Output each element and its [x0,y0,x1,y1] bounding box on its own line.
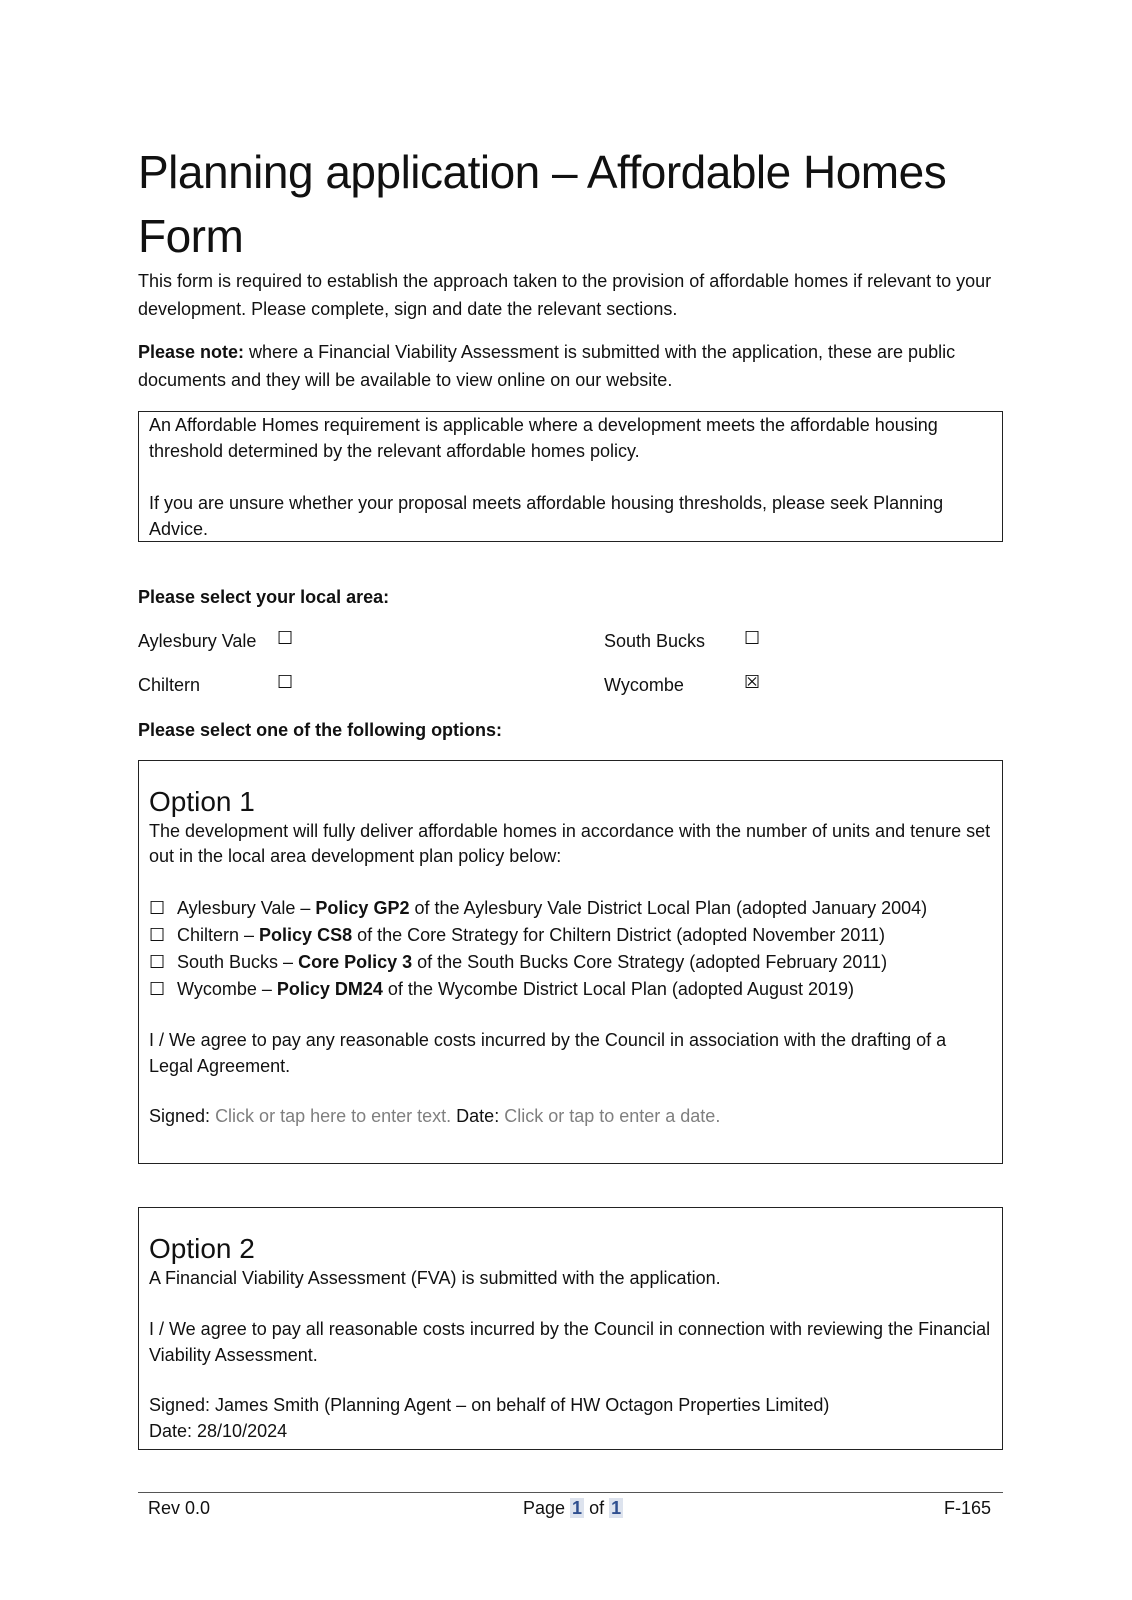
checkbox-south-bucks[interactable]: ☐ [744,628,761,649]
policy-option[interactable] [149,949,992,976]
checkbox-wycombe[interactable]: ☒ [744,672,761,693]
note-label: Please note: [138,342,245,362]
page-total: 1 [611,1498,622,1518]
area-south-bucks[interactable] [604,628,705,656]
info-box [138,411,1003,542]
info-p2: If you are unsure whether your proposal meets affordable housing thresholds, please seek Planning Advice. [149,493,944,539]
policy-area: Wycombe – [177,979,277,999]
policy-name: Policy CS8 [259,925,353,945]
page-label: Page [523,1498,571,1518]
info-p1: An Affordable Homes requirement is applicable where a development meets the affordable housing threshold determined by the relevant affordable homes policy. [149,415,938,461]
footer-code: F-165 [944,1498,992,1518]
note-body: where a Financial Viability Assessment is submitted with the application, these are public documents and they will be available to view online on our website. [138,342,956,390]
option1-desc: The development will fully deliver affordable homes in accordance with the number of units and tenure set out in the local area development plan policy below: [149,821,991,866]
policy-desc: of the Wycombe District Local Plan (adopted August 2019) [382,979,855,999]
checkbox-aylesbury[interactable]: ☐ [277,628,294,649]
footer-page [523,1495,623,1523]
option1-signature-line [149,1103,992,1131]
option1-title: Option 1 [149,786,255,817]
policy-option[interactable] [149,922,992,949]
option1-agree: I / We agree to pay any reasonable costs incurred by the Council in association with the drafting of a Legal Agreement. [149,1030,947,1076]
intro-text: This form is required to establish the approach taken to the provision of affordable homes if relevant to your development. Please complete, sign and date the relevant sections. [138,271,992,319]
page-number: 1 [572,1498,583,1518]
options-heading: Please select one of the following options: [138,720,503,740]
local-area-heading: Please select your local area: [138,587,390,607]
footer-rev: Rev 0.0 [148,1498,211,1518]
option2-box [138,1207,1003,1450]
signed-field[interactable]: Click or tap here to enter text. [215,1106,452,1126]
policy-option[interactable] [149,895,992,922]
policy-name: Policy DM24 [276,979,383,999]
option2-agree: I / We agree to pay all reasonable costs incurred by the Council in connection with reviewing the Financial Viability Assessment. [149,1319,991,1365]
policy-name: Policy GP2 [315,898,410,918]
area-label: Chiltern [138,675,201,695]
policy-name: Core Policy 3 [298,952,413,972]
policy-area: Aylesbury Vale – [177,898,316,918]
date-label: Date: [451,1106,505,1126]
policy-area: Chiltern – [177,925,260,945]
option1-box [138,760,1003,1164]
signed-label: Signed: [149,1106,216,1126]
page-of: of [584,1498,610,1518]
policy-area: South Bucks – [177,952,299,972]
area-label: Wycombe [604,675,684,695]
option2-date: Date: 28/10/2024 [149,1421,288,1441]
area-chiltern[interactable] [138,672,200,700]
checkbox[interactable]: ☐ [149,925,166,946]
option2-signed: Signed: James Smith (Planning Agent – on behalf of HW Octagon Properties Limited) [149,1395,830,1415]
checkbox[interactable]: ☐ [149,979,166,1000]
footer-divider [138,1492,1003,1493]
option2-desc: A Financial Viability Assessment (FVA) is submitted with the application. [149,1268,721,1288]
area-label: South Bucks [604,631,706,651]
option2-title: Option 2 [149,1233,255,1264]
area-aylesbury[interactable] [138,628,256,656]
date-field[interactable]: Click or tap to enter a date. [504,1106,721,1126]
checkbox[interactable]: ☐ [149,898,166,919]
policy-desc: of the South Bucks Core Strategy (adopted February 2011) [412,952,888,972]
checkbox[interactable]: ☐ [149,952,166,973]
area-wycombe[interactable] [604,672,684,700]
policy-desc: of the Core Strategy for Chiltern District (adopted November 2011) [352,925,886,945]
policy-option[interactable] [149,976,992,1003]
page-title: Planning application – Affordable Homes Form [138,146,947,262]
area-label: Aylesbury Vale [138,631,257,651]
policy-desc: of the Aylesbury Vale District Local Plan (adopted January 2004) [409,898,928,918]
note-text [138,339,1008,394]
checkbox-chiltern[interactable]: ☐ [277,672,294,693]
